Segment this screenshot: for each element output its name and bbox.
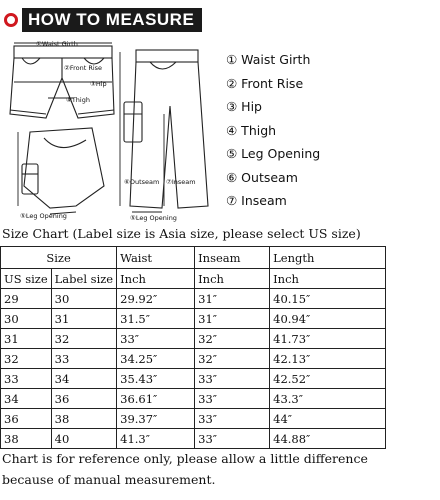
cell-inseam: 33″ — [195, 369, 270, 389]
size-table — [0, 246, 386, 449]
subheader-label-size: Label size — [51, 269, 116, 289]
table-row — [1, 429, 386, 449]
cell-us-size: 32 — [1, 349, 52, 369]
cell-inseam: 31″ — [195, 289, 270, 309]
legend-item-waist-girth: ① Waist Girth — [226, 52, 311, 67]
cell-inseam: 33″ — [195, 429, 270, 449]
cell-inseam: 32″ — [195, 349, 270, 369]
cell-inseam: 33″ — [195, 389, 270, 409]
cell-label-size: 31 — [51, 309, 116, 329]
diagram-label-front-rise: ②Front Rise — [64, 64, 103, 72]
cell-us-size: 34 — [1, 389, 52, 409]
table-row — [1, 349, 386, 369]
legend-item-outseam: ⑥ Outseam — [226, 169, 298, 185]
cell-label-size: 33 — [51, 349, 116, 369]
side-measure-lines — [18, 132, 76, 214]
legend-item-inseam: ⑦ Inseam — [226, 193, 287, 208]
cell-waist: 41.3″ — [117, 429, 195, 449]
cell-length: 40.94″ — [270, 309, 386, 329]
table-header-row — [1, 247, 386, 269]
cell-us-size: 30 — [1, 309, 52, 329]
cell-us-size: 31 — [1, 329, 52, 349]
header-waist: Waist — [117, 247, 195, 269]
cell-length: 42.52″ — [270, 369, 386, 389]
table-row — [1, 289, 386, 309]
diagram-label-inseam: ⑦Inseam — [166, 178, 196, 186]
size-chart-caption: Size Chart (Label size is Asia size, please select US size) — [2, 226, 361, 241]
cell-inseam: 32″ — [195, 329, 270, 349]
header-length: Length — [270, 247, 386, 269]
cell-length: 44.88″ — [270, 429, 386, 449]
header-size: Size — [1, 247, 117, 269]
shorts-side-figure — [22, 128, 104, 208]
table-row — [1, 369, 386, 389]
cell-length: 43.3″ — [270, 389, 386, 409]
cell-waist: 33″ — [117, 329, 195, 349]
header — [4, 6, 202, 34]
legend-item-front-rise: ② Front Rise — [226, 75, 304, 91]
cell-waist: 36.61″ — [117, 389, 195, 409]
note-line: because of manual measurement. — [2, 472, 216, 487]
table-row — [1, 309, 386, 329]
cell-label-size: 38 — [51, 409, 116, 429]
reference-note — [2, 448, 432, 490]
cell-label-size: 30 — [51, 289, 116, 309]
circle-icon — [4, 13, 18, 27]
cell-length: 42.13″ — [270, 349, 386, 369]
page-title: HOW TO MEASURE — [22, 8, 202, 32]
cell-waist: 35.43″ — [117, 369, 195, 389]
cell-inseam: 33″ — [195, 409, 270, 429]
cell-length: 44″ — [270, 409, 386, 429]
legend-item-leg-opening: ⑤ Leg Opening — [226, 146, 321, 161]
table-row — [1, 409, 386, 429]
table-subheader-row — [1, 269, 386, 289]
table-row — [1, 329, 386, 349]
cell-waist: 34.25″ — [117, 349, 195, 369]
table-row — [1, 389, 386, 409]
subheader-inseam-unit: Inch — [195, 269, 270, 289]
cell-us-size: 36 — [1, 409, 52, 429]
cell-label-size: 34 — [51, 369, 116, 389]
diagram-label-thigh: ④Thigh — [66, 96, 90, 104]
cell-length: 41.73″ — [270, 329, 386, 349]
subheader-waist-unit: Inch — [117, 269, 195, 289]
cell-label-size: 40 — [51, 429, 116, 449]
cell-length: 40.15″ — [270, 289, 386, 309]
diagram-label-hip: ③Hip — [90, 80, 107, 88]
cell-us-size: 33 — [1, 369, 52, 389]
diagram-label-leg-opening-side: ⑤Leg Opening — [130, 214, 177, 222]
cell-label-size: 36 — [51, 389, 116, 409]
subheader-length-unit: Inch — [270, 269, 386, 289]
cell-waist: 29.92″ — [117, 289, 195, 309]
measure-diagram — [0, 36, 222, 222]
subheader-us-size: US size — [1, 269, 52, 289]
cell-waist: 39.37″ — [117, 409, 195, 429]
cell-us-size: 29 — [1, 289, 52, 309]
cell-waist: 31.5″ — [117, 309, 195, 329]
cell-label-size: 32 — [51, 329, 116, 349]
legend-item-hip: ③ Hip — [226, 99, 262, 114]
legend-item-thigh: ④ Thigh — [226, 122, 277, 138]
diagram-label-leg-opening: ⑤Leg Opening — [20, 212, 67, 220]
cell-inseam: 31″ — [195, 309, 270, 329]
diagram-label-waist: ①Waist Girth — [36, 40, 78, 48]
header-inseam: Inseam — [195, 247, 270, 269]
measure-legend — [226, 48, 436, 213]
diagram-label-outseam: ⑥Outseam — [124, 178, 160, 186]
note-line: Chart is for reference only, please allow a little difference — [2, 451, 368, 466]
cell-us-size: 38 — [1, 429, 52, 449]
